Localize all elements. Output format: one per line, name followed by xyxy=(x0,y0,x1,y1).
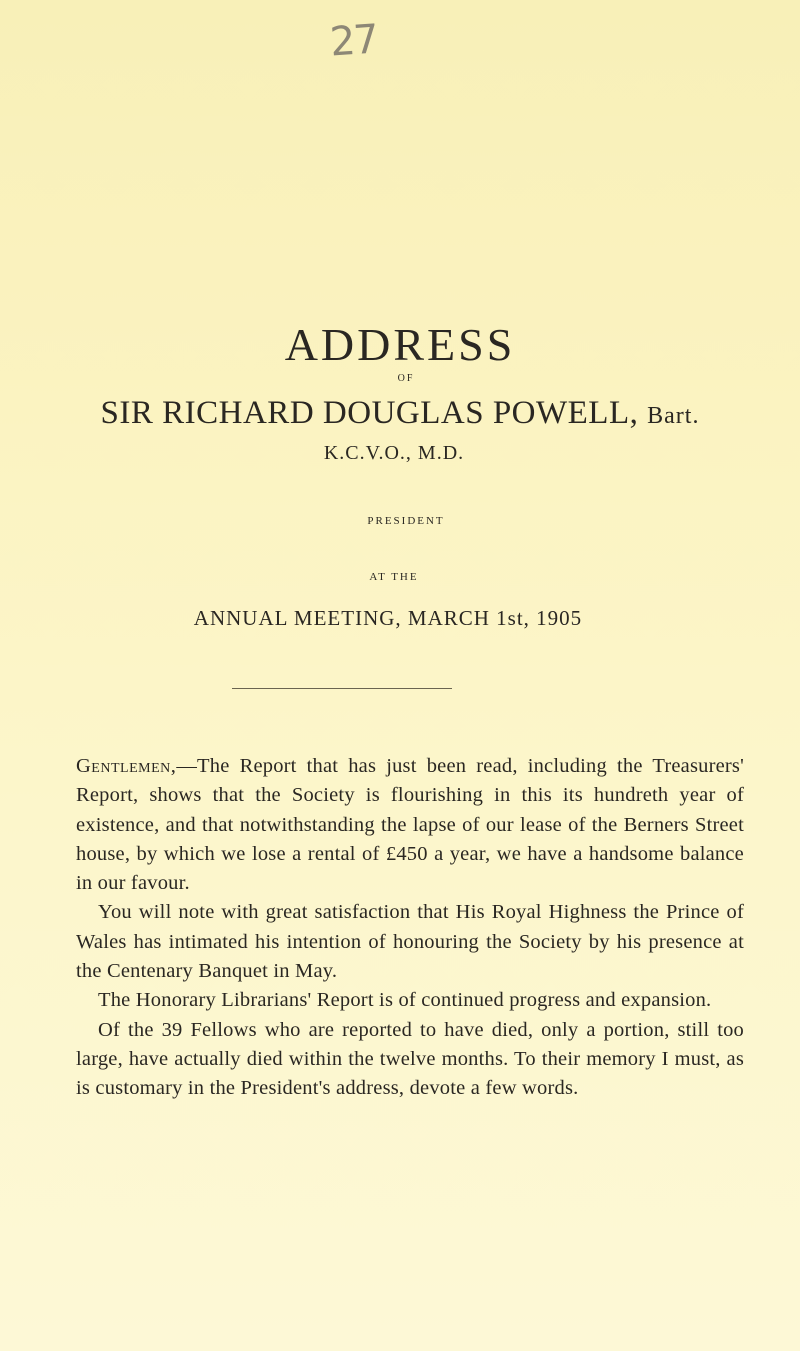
divider-rule xyxy=(232,688,452,689)
author-role: PRESIDENT xyxy=(367,515,445,527)
paragraph-2: You will note with great satisfaction that His Royal Highness the Prince of Wales has intimated his intention of honouring the Society by his presence at the Centenary Banquet in May. xyxy=(76,901,744,983)
address-body xyxy=(76,752,744,1104)
occasion-connector: AT THE xyxy=(369,571,419,583)
paragraph-4: Of the 39 Fellows who are reported to have died, only a portion, still too large, have actually died within the twelve months. To their memory I must, as is customary in the President's address, devote a few words. xyxy=(76,1018,744,1100)
title-connector: OF xyxy=(397,373,415,384)
paragraph-1 xyxy=(76,752,744,898)
paragraph-3: The Honorary Librarians' Report is of continued progress and expansion. xyxy=(98,989,712,1012)
author-honours: K.C.V.O., M.D. xyxy=(323,442,465,464)
author-name xyxy=(0,395,800,432)
author-name-text: SIR RICHARD DOUGLAS POWELL, xyxy=(100,395,639,431)
salutation: Gentlemen, xyxy=(76,755,177,777)
page-title: ADDRESS xyxy=(284,319,516,370)
author-title-bart: Bart. xyxy=(647,403,700,429)
handwritten-page-number: 27 xyxy=(328,16,379,66)
occasion-line: ANNUAL MEETING, MARCH 1st, 1905 xyxy=(193,606,583,630)
paragraph-1-text: —The Report that has just been read, including the Treasurers' Report, shows that the Society is flourishing in this its hundreth year of existence, and that notwithstanding the lapse of our lease of the Berners Street house, by which we lose a rental of £450 a year, we have a handsome balance in our favour. xyxy=(76,755,744,895)
